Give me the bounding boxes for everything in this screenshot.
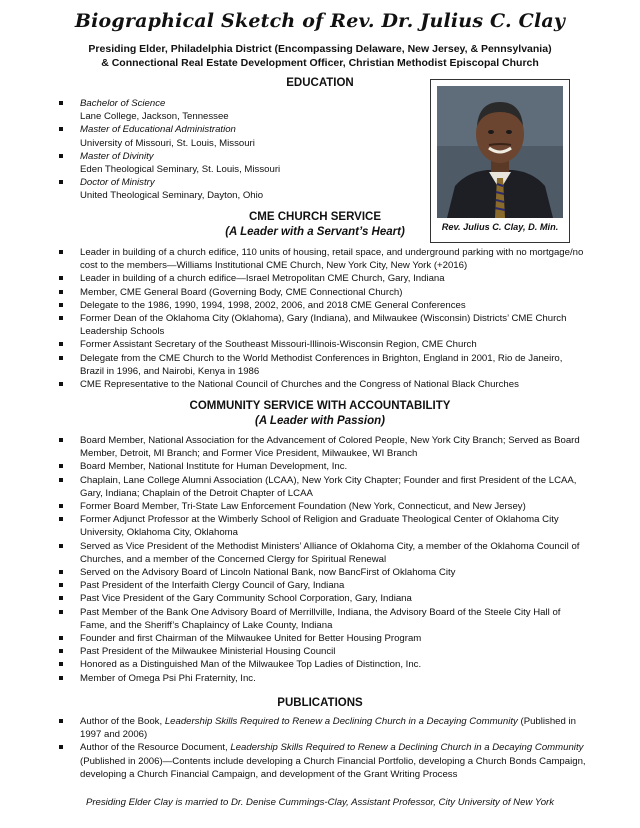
community-subheading: (A Leader with Passion) bbox=[255, 415, 385, 427]
subtitle-line-1: Presiding Elder, Philadelphia District (Encompassing Delaware, New Jersey, & Pennsylvania) bbox=[88, 43, 552, 55]
portrait-photo bbox=[437, 86, 563, 218]
degree-name: Master of Divinity bbox=[80, 150, 154, 162]
education-item bbox=[56, 123, 416, 149]
publication-prefix: Author of the Resource Document, bbox=[80, 742, 231, 754]
list-item: Delegate from the CME Church to the World Methodist Conferences in Brighton, England in 2001, Rio de Janeiro, Brazil in 1996, and Nairobi, Kenya in 1986 bbox=[56, 352, 586, 378]
community-heading: COMMUNITY SERVICE WITH ACCOUNTABILITY bbox=[189, 400, 451, 412]
degree-name: Bachelor of Science bbox=[80, 98, 166, 109]
education-item bbox=[56, 176, 416, 202]
list-item: Board Member, National Institute for Human Development, Inc. bbox=[56, 460, 586, 473]
list-item: Past Member of the Bank One Advisory Board of Merrillville, Indiana, the Advisory Board of the Steele City Hall of Fame, and the Sheriff’s Chaplaincy of Lake County, Indiana bbox=[56, 606, 586, 632]
degree-name: Doctor of Ministry bbox=[80, 177, 155, 189]
list-item: Honored as a Distinguished Man of the Milwaukee Top Ladies of Distinction, Inc. bbox=[56, 658, 586, 671]
community-list bbox=[56, 434, 586, 685]
footer-note: Presiding Elder Clay is married to Dr. Denise Cummings-Clay, Assistant Professor, City University of New York bbox=[85, 797, 555, 808]
list-item: Member of Omega Psi Phi Fraternity, Inc. bbox=[56, 672, 586, 685]
degree-name: Master of Educational Administration bbox=[80, 124, 236, 136]
publication-suffix: (Published in 1997 and 2006) bbox=[80, 716, 576, 741]
education-list bbox=[56, 97, 416, 203]
list-item: Served as Vice President of the Methodist Ministers’ Alliance of Oklahoma City, a member of the Oklahoma Council of Churches, and a member of the Concerned Clergy for Spiritual Renewal bbox=[56, 540, 586, 566]
publication-item bbox=[56, 741, 586, 781]
subtitle-line-2: & Connectional Real Estate Development Officer, Christian Methodist Episcopal Church bbox=[101, 57, 539, 69]
cme-service-list bbox=[56, 246, 586, 391]
institution-name: Eden Theological Seminary, St. Louis, Missouri bbox=[80, 164, 281, 176]
portrait-illustration bbox=[437, 86, 563, 218]
publications-list bbox=[56, 715, 586, 781]
institution-name: University of Missouri, St. Louis, Missouri bbox=[80, 137, 255, 149]
cme-service-heading: CME CHURCH SERVICE bbox=[248, 211, 382, 223]
list-item: Founder and first Chairman of the Milwaukee United for Better Housing Program bbox=[56, 632, 586, 645]
list-item: Member, CME General Board (Governing Body, CME Connectional Church) bbox=[56, 286, 586, 299]
list-item: Delegate to the 1986, 1990, 1994, 1998, 2002, 2006, and 2018 CME General Conferences bbox=[56, 299, 586, 312]
portrait-caption: Rev. Julius C. Clay, D. Min. bbox=[441, 222, 559, 232]
list-item: Chaplain, Lane College Alumni Association (LCAA), New York City Chapter; Founder and first President of the LCAA, Gary, Indiana; Chaplain of the Detroit Chapter of LCAA bbox=[56, 474, 586, 500]
list-item: Former Assistant Secretary of the Southeast Missouri-Illinois-Wisconsin Region, CME Church bbox=[56, 338, 586, 351]
publication-title: Leadership Skills Required to Renew a Declining Church in a Decaying Community bbox=[164, 716, 518, 727]
education-heading: EDUCATION bbox=[286, 77, 354, 89]
institution-name: Lane College, Jackson, Tennessee bbox=[80, 111, 229, 123]
publication-item bbox=[56, 715, 586, 741]
list-item: Past Vice President of the Gary Community School Corporation, Gary, Indiana bbox=[56, 592, 586, 605]
list-item: Former Board Member, Tri-State Law Enforcement Foundation (New York, Connecticut, and New Jersey) bbox=[56, 500, 586, 513]
publication-prefix: Author of the Book, bbox=[80, 716, 165, 727]
publication-title: Leadership Skills Required to Renew a Declining Church in a Decaying Community bbox=[230, 742, 584, 754]
document-title: Biographical Sketch of Rev. Dr. Julius C. Clay bbox=[74, 10, 566, 32]
list-item: Past President of the Milwaukee Ministerial Housing Council bbox=[56, 645, 586, 658]
list-item: CME Representative to the National Council of Churches and the Congress of National Black Churches bbox=[56, 378, 586, 391]
institution-name: United Theological Seminary, Dayton, Ohio bbox=[80, 190, 264, 202]
education-item bbox=[56, 97, 416, 123]
education-item bbox=[56, 150, 416, 176]
list-item: Former Adjunct Professor at the Wimberly School of Religion and Graduate Theological Center of Oklahoma City University, Oklahoma City, Oklahoma bbox=[56, 513, 586, 539]
list-item: Former Dean of the Oklahoma City (Oklahoma), Gary (Indiana), and Milwaukee (Wisconsin) Districts’ CME Church Leadership Schools bbox=[56, 312, 586, 338]
list-item: Leader in building of a church edifice—Israel Metropolitan CME Church, Gary, Indiana bbox=[56, 272, 586, 285]
list-item: Served on the Advisory Board of Lincoln National Bank, now BancFirst of Oklahoma City bbox=[56, 566, 586, 579]
list-item: Past President of the Interfaith Clergy Council of Gary, Indiana bbox=[56, 579, 586, 592]
publications-heading: PUBLICATIONS bbox=[277, 697, 363, 709]
publication-suffix: (Published in 2006)—Contents include developing a Church Financial Portfolio, developing a Church Bonds Campaign, developing a Church Financial Campaign, and development of the Grant Writing Process bbox=[80, 755, 586, 780]
list-item: Board Member, National Association for the Advancement of Colored People, New York City Branch; Served as Board Member, Detroit, MI Branch; and Former Vice President, Milwaukee, WI Branch bbox=[56, 434, 586, 460]
cme-service-subheading: (A Leader with a Servant’s Heart) bbox=[225, 226, 405, 238]
list-item: Leader in building of a church edifice, 110 units of housing, retail space, and underground parking with no mortgage/no cost to the members—Williams Institutional CME Church, New York City, New York (+2016) bbox=[56, 246, 586, 272]
